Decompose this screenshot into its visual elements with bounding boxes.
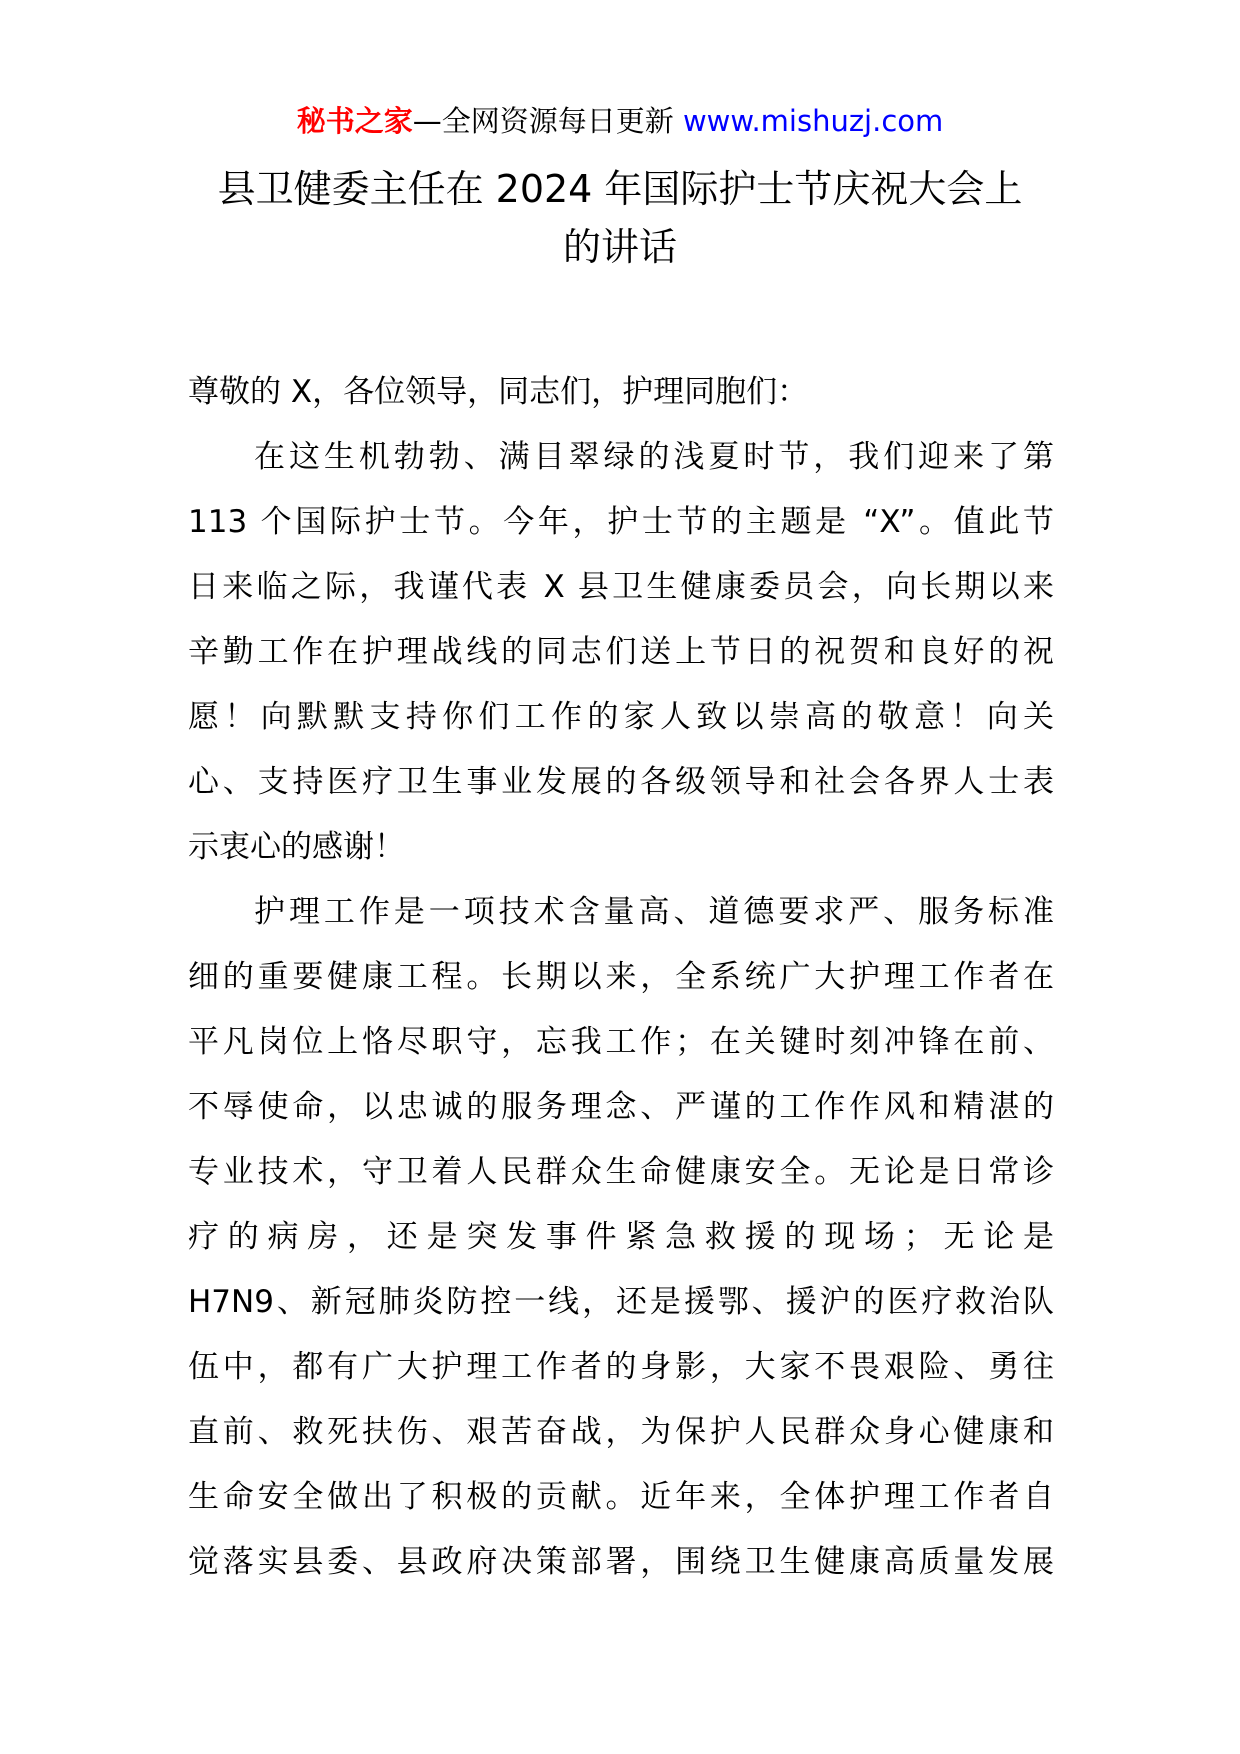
paragraph-2-line: 细的重要健康工程。长期以来，全系统广大护理工作者在 bbox=[188, 959, 1054, 995]
site-url[interactable]: www.mishuzj.com bbox=[682, 104, 944, 138]
paragraph-2-line: 直前、救死扶伤、艰苦奋战，为保护人民群众身心健康和 bbox=[188, 1414, 1054, 1450]
paragraph-1-line: 心、支持医疗卫生事业发展的各级领导和社会各界人士表 bbox=[188, 764, 1054, 800]
document-title bbox=[170, 160, 1070, 276]
paragraph-2-line: 觉落实县委、县政府决策部署，围绕卫生健康高质量发展 bbox=[188, 1544, 1054, 1580]
speech-body bbox=[188, 360, 1054, 1595]
paragraph-2-line: 平凡岗位上恪尽职守，忘我工作；在关键时刻冲锋在前、 bbox=[188, 1024, 1054, 1060]
brand-name: 秘书之家 bbox=[296, 104, 413, 138]
paragraph-1-line: 在这生机勃勃、满目翠绿的浅夏时节，我们迎来了第 bbox=[254, 439, 1054, 475]
header-tagline: —全网资源每日更新 bbox=[412, 104, 674, 138]
title-line-2: 的讲话 bbox=[562, 225, 677, 269]
paragraph-2-line: 护理工作是一项技术含量高、道德要求严、服务标准 bbox=[254, 894, 1054, 930]
paragraph-2-line: 专业技术，守卫着人民群众生命健康安全。无论是日常诊 bbox=[188, 1154, 1054, 1190]
paragraph-1-line: 辛勤工作在护理战线的同志们送上节日的祝贺和良好的祝 bbox=[188, 634, 1054, 670]
paragraph-1-line: 示衷心的感谢！ bbox=[188, 829, 405, 865]
salutation: 尊敬的 X，各位领导，同志们，护理同胞们： bbox=[188, 374, 809, 410]
paragraph-2-line: 疗的病房，还是突发事件紧急救援的现场；无论是 bbox=[188, 1219, 1054, 1255]
title-line-1: 县卫健委主任在 2024 年国际护士节庆祝大会上 bbox=[217, 167, 1023, 211]
site-header bbox=[0, 101, 1240, 141]
paragraph-2-line: 生命安全做出了积极的贡献。近年来，全体护理工作者自 bbox=[188, 1479, 1054, 1515]
paragraph-2-line: H7N9、新冠肺炎防控一线，还是援鄂、援沪的医疗救治队 bbox=[188, 1284, 1054, 1320]
paragraph-1-line: 日来临之际，我谨代表 X 县卫生健康委员会，向长期以来 bbox=[188, 569, 1054, 605]
paragraph-2-line: 不辱使命，以忠诚的服务理念、严谨的工作作风和精湛的 bbox=[188, 1089, 1054, 1125]
paragraph-1-line: 113 个国际护士节。今年，护士节的主题是 “X”。值此节 bbox=[188, 504, 1054, 540]
paragraph-2-line: 伍中，都有广大护理工作者的身影，大家不畏艰险、勇往 bbox=[188, 1349, 1054, 1385]
paragraph-1-line: 愿！向默默支持你们工作的家人致以崇高的敬意！向关 bbox=[188, 699, 1054, 735]
